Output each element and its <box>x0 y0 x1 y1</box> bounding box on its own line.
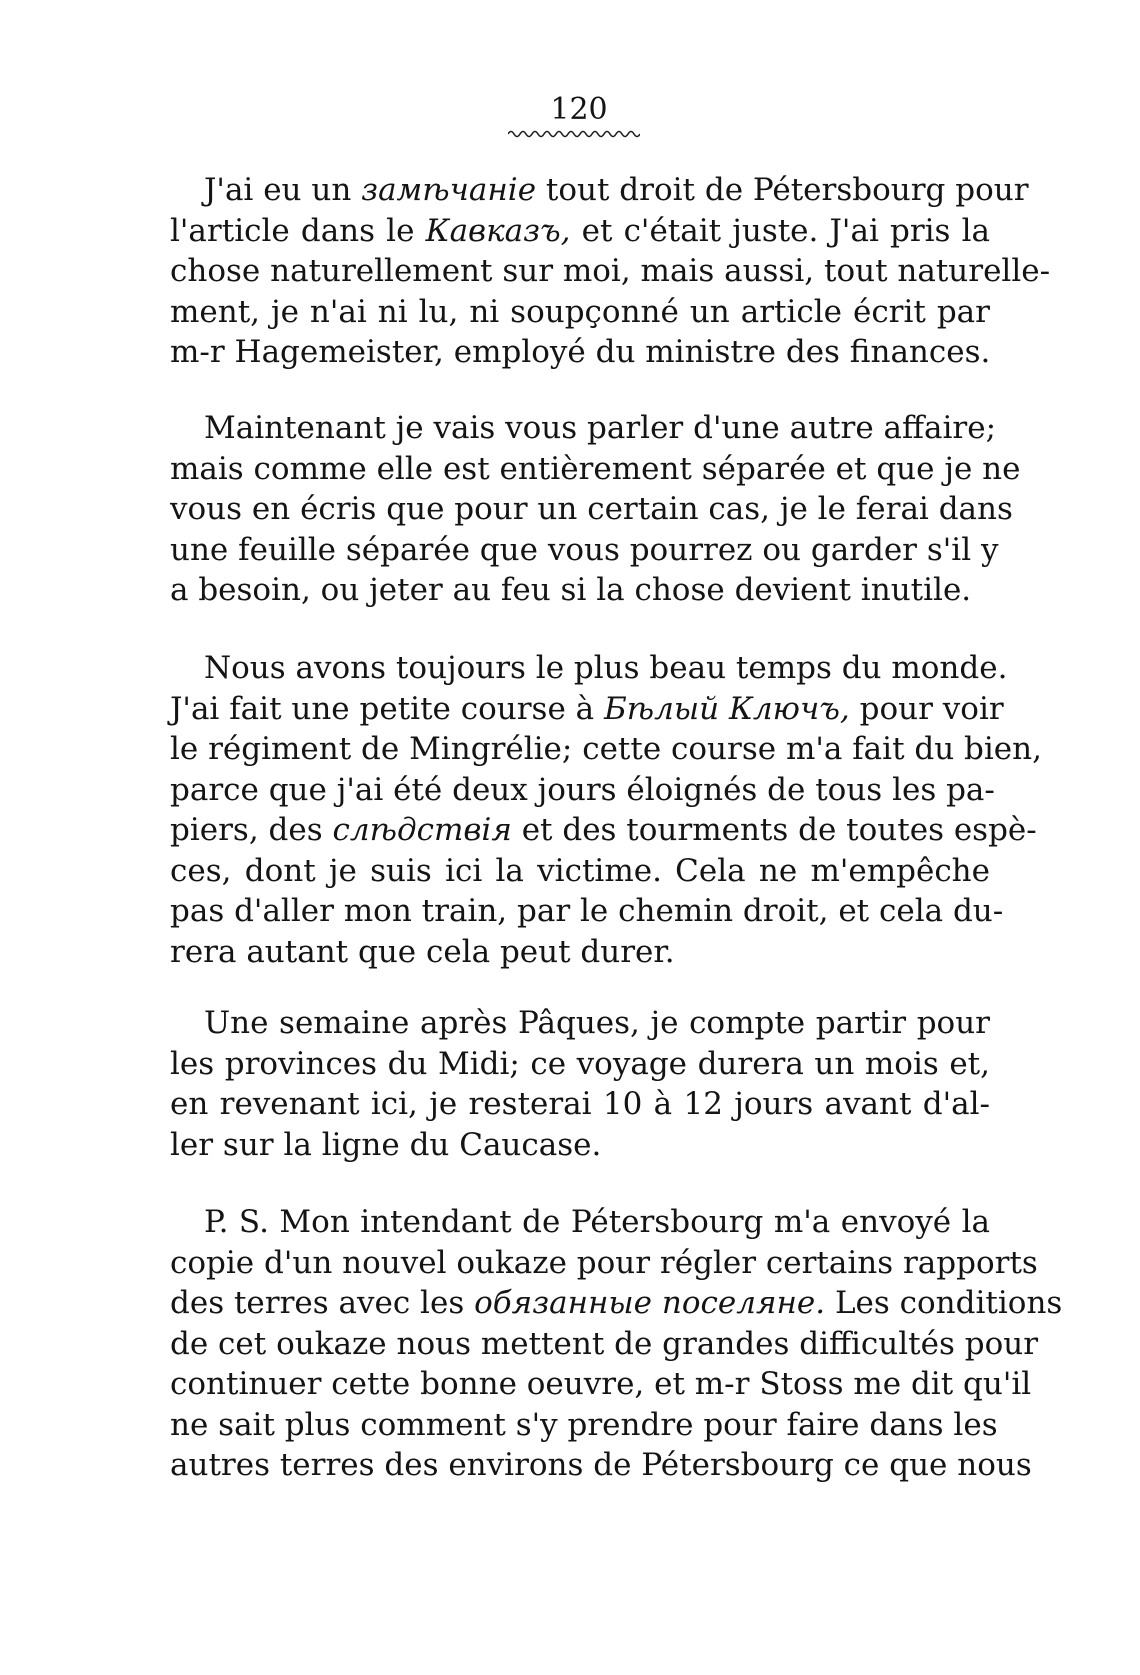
text-line <box>170 170 1029 211</box>
paragraph-4 <box>170 1003 990 1165</box>
text-line <box>170 1125 990 1166</box>
text-run: tout droit de Pétersbourg pour <box>536 172 1029 208</box>
text-line <box>170 1364 1032 1405</box>
text-line <box>170 932 990 973</box>
text-line <box>170 648 1008 689</box>
text-line <box>170 1324 1039 1365</box>
text-line <box>170 1003 990 1044</box>
wavy-rule-ornament <box>508 128 640 140</box>
text-run: l'article dans le <box>170 212 426 249</box>
text-run: ler sur la ligne du Caucase. <box>170 1126 602 1163</box>
page-number-text: 120 <box>550 92 608 127</box>
text-run: les provinces du Midi; ce voyage durera un mois et, <box>170 1045 990 1082</box>
text-line <box>170 1243 1038 1284</box>
text-line <box>170 251 1051 292</box>
text-run: J'ai fait une petite course à <box>170 690 604 727</box>
text-line <box>170 489 1013 530</box>
text-line <box>170 1445 1032 1486</box>
text-line <box>170 292 990 333</box>
text-line <box>170 1405 998 1446</box>
text-run: P. S. Mon intendant de Pétersbourg m'a envoyé la <box>204 1204 990 1240</box>
text-line <box>170 891 1004 932</box>
text-run: des terres avec les <box>170 1285 475 1321</box>
text-run: m-r Hagemeister, employé du ministre des finances. <box>170 334 991 370</box>
text-run: ment, je n'ai ni lu, ni soupçonné un article écrit par <box>170 293 990 330</box>
text-run: J'ai eu un <box>204 172 362 208</box>
russian-term: Кавказъ, <box>425 212 571 249</box>
text-run: en revenant ici, je resterai 10 à 12 jours avant d'al- <box>170 1086 990 1122</box>
russian-term: Бѣлый Ключъ, <box>604 690 850 727</box>
text-run: Maintenant je vais vous parler d'une autre affaire; <box>204 410 997 446</box>
text-run: mais comme elle est entièrement séparée et que je ne <box>170 450 1021 487</box>
text-run: une feuille séparée que vous pourrez ou garder s'il y <box>170 531 999 568</box>
text-run: le régiment de Mingrélie; cette course m'a fait du bien, <box>170 731 1042 767</box>
text-line <box>170 211 990 252</box>
text-line <box>170 408 997 449</box>
text-run: ne sait plus comment s'y prendre pour faire dans les <box>170 1406 998 1443</box>
text-line <box>170 1084 990 1125</box>
paragraph-2 <box>170 408 1021 611</box>
text-run: a besoin, ou jeter au feu si la chose devient inutile. <box>170 572 972 608</box>
text-run: ces, dont je suis ici la victime. Cela ne m'empêche <box>170 852 990 889</box>
text-line <box>170 770 995 811</box>
page-number <box>0 92 1140 128</box>
text-line <box>170 689 1004 730</box>
text-run: de cet oukaze nous mettent de grandes difficultés pour <box>170 1325 1039 1362</box>
text-line <box>170 729 1042 770</box>
text-line <box>170 570 990 611</box>
text-run: et c'était juste. J'ai pris la <box>570 212 990 249</box>
text-run: Nous avons toujours le plus beau temps du monde. <box>204 650 1008 686</box>
russian-term: замѣчаніе <box>361 172 537 208</box>
text-run: chose naturellement sur moi, mais aussi, tout naturelle- <box>170 253 1051 289</box>
text-run: et des tourments de toutes espè- <box>511 812 1037 848</box>
text-line <box>170 332 990 373</box>
paragraph-3 <box>170 648 1042 972</box>
text-line <box>170 1283 1063 1324</box>
text-run: vous en écris que pour un certain cas, je le ferai dans <box>170 491 1013 527</box>
text-run: rera autant que cela peut durer. <box>170 933 675 970</box>
text-line <box>170 1202 990 1243</box>
text-line <box>170 851 990 892</box>
russian-term: слѣдствія <box>332 812 512 848</box>
text-run: parce que j'ai été deux jours éloignés de tous les pa- <box>170 771 995 808</box>
text-line <box>170 449 1021 490</box>
text-run: piers, des <box>170 812 333 848</box>
text-run: Les conditions <box>825 1285 1063 1321</box>
paragraph-1 <box>170 170 1051 373</box>
text-run: pour voir <box>849 690 1004 727</box>
text-line <box>170 1044 990 1085</box>
text-run: pas d'aller mon train, par le chemin droit, et cela du- <box>170 893 1004 929</box>
text-run: autres terres des environs de Pétersbourg ce que nous <box>170 1447 1032 1483</box>
text-run: continuer cette bonne oeuvre, et m-r Stoss me dit qu'il <box>170 1366 1032 1402</box>
text-run: copie d'un nouvel oukaze pour régler certains rapports <box>170 1244 1038 1281</box>
paragraph-5 <box>170 1202 1063 1486</box>
russian-term: обязанные поселяне. <box>474 1285 826 1321</box>
text-line <box>170 530 999 571</box>
text-line <box>170 810 1037 851</box>
text-run: Une semaine après Pâques, je compte partir pour <box>204 1005 990 1041</box>
